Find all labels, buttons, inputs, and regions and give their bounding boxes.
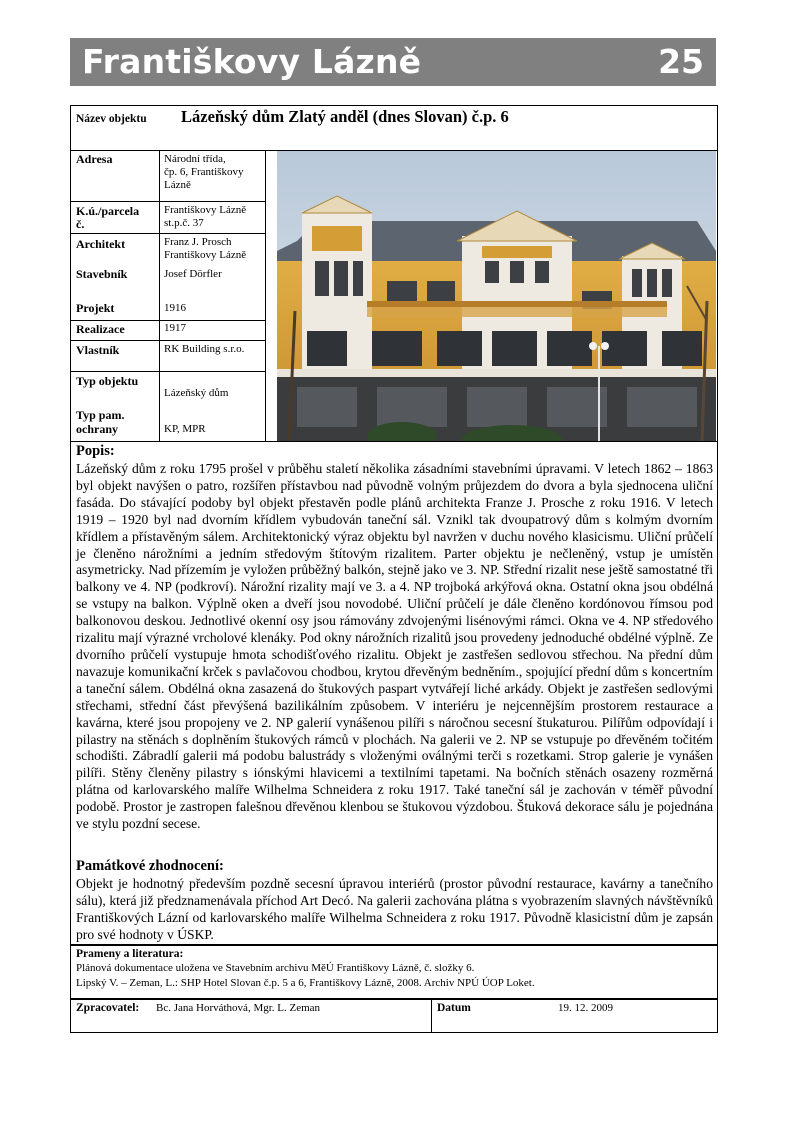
protection-label-line-2: ochrany: [76, 422, 118, 436]
project-value: 1916: [164, 302, 186, 314]
divider: [159, 150, 160, 441]
project-label: Projekt: [76, 301, 115, 315]
owner-value: RK Building s.r.o.: [164, 343, 245, 355]
parcel-line-2: st.p.č. 37: [164, 217, 204, 229]
address-line-2: čp. 6, Františkovy: [164, 166, 244, 178]
divider: [70, 441, 718, 442]
object-name: Lázeňský dům Zlatý anděl (dnes Slovan) č.p. 6: [181, 107, 509, 126]
object-type-label: Typ objektu: [76, 374, 139, 388]
divider: [431, 999, 432, 1033]
architect-label: Architekt: [76, 237, 126, 251]
processed-label: Zpracovatel:: [76, 1002, 140, 1014]
building-photo: [277, 151, 716, 441]
description-title: Popis:: [76, 443, 115, 459]
owner-label: Vlastník: [76, 343, 120, 357]
sources-line-2: Lipský V. – Zeman, L.: SHP Hotel Slovan č.p. 5 a 6, Františkovy Lázně, 2008. Archiv NPÚ ÚOP Loket.: [76, 977, 535, 989]
divider: [70, 233, 265, 234]
architect-line-2: Františkovy Lázně: [164, 249, 247, 261]
parcel-label-line-2: č.: [76, 217, 85, 231]
realization-value: 1917: [164, 322, 186, 334]
divider: [70, 371, 265, 372]
processed-value: Bc. Jana Horváthová, Mgr. L. Zeman: [156, 1002, 321, 1014]
divider: [70, 320, 265, 321]
realization-label: Realizace: [76, 322, 125, 336]
address-line-3: Lázně: [164, 179, 191, 191]
evaluation-title: Památkové zhodnocení:: [76, 858, 224, 874]
page-header: [70, 38, 716, 86]
description-text: Lázeňský dům z roku 1795 prošel v průběhu staletí několika zásadními stavebními úpravami. V letech 1862 – 1863 byl objekt navýšen o patro, rozšířen přístavbou nad původně volným průjezdem do dvora a byla sjednocena uliční fasáda. Do stávající podoby byl objekt přestavěn podle plánů architekta Franze J. Prosche z roku 1916. V letech 1919 – 1920 byl nad dvorním křídlem vybudován taneční sál. Vznikl tak dvoupatrový dům s kolmým dvorním křídlem a přístavěným sálem. Architektonický výraz objektu byl navržen v duchu nového klasicismu. Uliční průčelí je členěno nárožními a jedním středovým štítovým rizalitem. Parter objektu je nečleněný, vstup je umístěn asymetricky. Nad přízemím je vyložen průběžný balkón, stejně jako ve 3. NP. Střední rizalit nese ještě samostatné tři balkony ve 4. NP (podkroví). Nárožní rizality mají ve 3. a 4. NP trojboká arkýřová okna. Ostatní okna jsou obdélná se vstupy na balkon. Výplně oken a dveří jsou novodobé. Uliční průčelí je dále členěno kordónovou římsou pod balkonovou deskou. Jednotlivé okenní osy jsou rámovány zdvojenými lisénovými rámci. Okna ve 4. NP středového rizalitu mají výrazné vrcholové klenáky. Pod okny nárožních rizalitů jsou provedeny jednoduché obdélné výplně. Ze dvorního průčelí vystupuje hmota schodišťového rizalitu. Objekt je zastřešen sedlovou střechou. Na přední dům navazuje komunikační krček s pavlačovou chodbou, krytou dřevěným bedněním., spojující přední dům s koncertním a taneční sálem. Obdélná okna zasazená do štukových paspart vytvářejí liché arkády. Objekt je zastřešen sedlovými střechami, střední část převýšená bazilikálním způsobem. V interiéru je nejcennějším prostorem restaurace a kavárna, které jsou propojeny ve 2. NP galerií vynášenou pilíři s náročnou secesní štukaturou. Pilířům odpovídají i pilastry na stěnách s doplněním štukových rámců v plochách. Na galerii ve 2. NP se vstupuje po dřevěném točitém schodišti. Zábradlí galerii má podobu balustrády s vloženými oválnými terči s rozetkami. Strop galerie je vynášen pilíři. Stěny členěny pilastry s iónskými hlavicemi a textilními tapetami. Na bočních stěnách osazeny rozměrná plátna od karlovarského malíře Wilhelma Schneidera z roku 1917. Také taneční sál je zachován v téměř původní podobě. Prostor je zastropen falešnou dřevěnou klenbou se štukovou výzdobou. Štuková dekorace sálu je pojednána ve stylu pozdní secese.: [76, 461, 713, 832]
divider: [70, 340, 265, 341]
object-name-label: Název objektu: [76, 113, 147, 125]
sources-title: Prameny a literatura:: [76, 948, 184, 960]
builder-label: Stavebník: [76, 267, 128, 281]
divider: [265, 150, 266, 441]
date-label: Datum: [437, 1002, 471, 1014]
address-label: Adresa: [76, 152, 113, 166]
protection-value: KP, MPR: [164, 423, 206, 435]
address-line-1: Národní třída,: [164, 153, 226, 165]
sources-line-1: Plánová dokumentace uložena ve Stavebním archivu MěÚ Františkovy Lázně, č. složky 6.: [76, 962, 475, 974]
protection-label-line-1: Typ pam.: [76, 408, 125, 422]
architect-line-1: Franz J. Prosch: [164, 236, 232, 248]
builder-value: Josef Dörfler: [164, 268, 222, 280]
object-type-value: Lázeňský dům: [164, 387, 229, 399]
page-title: Františkovy Lázně: [82, 42, 422, 81]
page-number: 25: [658, 42, 704, 81]
date-value: 19. 12. 2009: [558, 1002, 613, 1014]
parcel-line-1: Františkovy Lázně: [164, 204, 247, 216]
divider: [70, 201, 265, 202]
evaluation-text: Objekt je hodnotný především pozdně secesní úpravou interiérů (prostor původní restaurace, kavárny a tanečního sálu), která již předznamenávala příchod Art Decó. Na galerii zachována plátna s vyobrazením slavných návštěvníků Františkových Lázní od karlovarského malíře Wilhelma Schneidera z roku 1917. Původně klasicistní dům je zapsán pro své hodnoty v ÚSKP.: [76, 876, 713, 942]
parcel-label-line-1: K.ú./parcela: [76, 204, 140, 218]
